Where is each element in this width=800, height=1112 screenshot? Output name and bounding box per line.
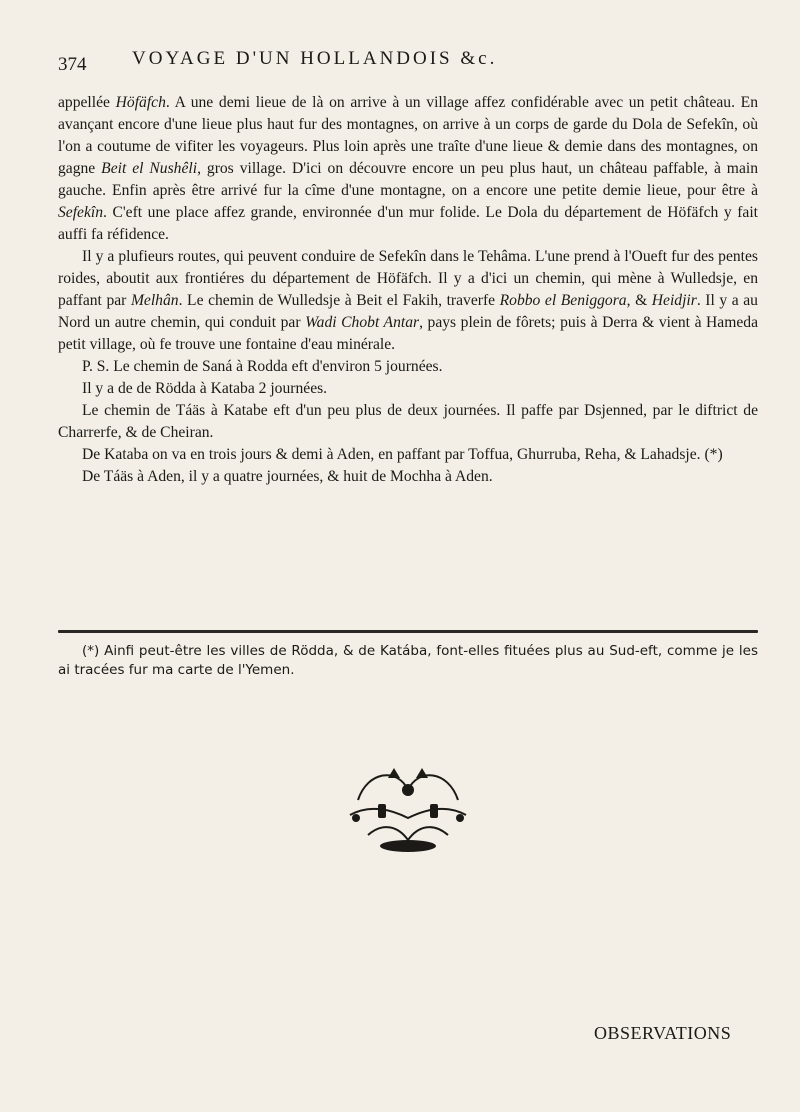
catchword: OBSERVATIONS <box>594 1023 732 1043</box>
footnote-divider <box>58 630 758 633</box>
main-text <box>58 92 758 488</box>
running-title: VOYAGE D'UN HOLLANDOIS &c. <box>132 48 498 69</box>
page-header <box>48 46 760 76</box>
tailpiece-ornament-icon <box>338 760 478 860</box>
paragraph-ps: P. S. Le chemin de Saná à Rodda eft d'environ 5 journées. <box>82 358 443 375</box>
paragraph-1: appellée Höfäfch. A une demi lieue de là on arrive à un village affez confidérable avec un petit château. En avançant encore d'une lieue plus haut fur des montagnes, on arrive à un corps de garde du Dola de Sefekîn, où l'on a coutume de vifiter les voyageurs. Plus loin après une traîte d'une lieue & demie dans des montagnes, on gagne Beit el Nushêli, gros village. D'ici on découvre encore un peu plus haut, un château paffable, à main gauche. Enfin après être arrivé fur la cîme d'une montagne, on a encore une petite demie lieue, pour être à Sefekîn. C'eft une place affez grande, environnée d'un mur folide. Le Dola du département de Höfäfch y fait auffi fa réfidence. <box>58 94 759 243</box>
paragraph-6: De Kataba on va en trois jours & demi à Aden, en paffant par Toffua, Ghurruba, Reha, & Lahadsje. (*) <box>82 446 723 463</box>
page-number: 374 <box>58 54 87 75</box>
paragraph-7: De Táäs à Aden, il y a quatre journées, & huit de Mochha à Aden. <box>82 468 493 485</box>
footnote: (*) Ainfi peut-être les villes de Rödda, & de Katába, font-elles fituées plus au Sud-eft, comme je les ai tracées fur ma carte de l'Yemen. <box>58 643 758 678</box>
paragraph-2: Il y a plufieurs routes, qui peuvent conduire de Sefekîn dans le Tehâma. L'une prend à l'Oueft fur des pentes roides, aboutit aux frontiéres du département de Höfäfch. Il y a d'ici un chemin, qui mène à Wulledsje, en paffant par Melhân. Le chemin de Wulledsje à Beit el Fakih, traverfe Robbo el Beniggora, & Heidjir. Il y a au Nord un autre chemin, qui conduit par Wadi Chobt Antar, pays plein de fôrets; puis à Derra & vient à Hameda petit village, où fe trouve une fontaine d'eau minérale. <box>58 248 758 353</box>
paragraph-5: Le chemin de Táäs à Katabe eft d'un peu plus de deux journées. Il paffe par Dsjenned, par le diftrict de Charrerfe, & de Cheiran. <box>58 402 758 441</box>
paragraph-4: Il y a de de Rödda à Kataba 2 journées. <box>82 380 328 397</box>
